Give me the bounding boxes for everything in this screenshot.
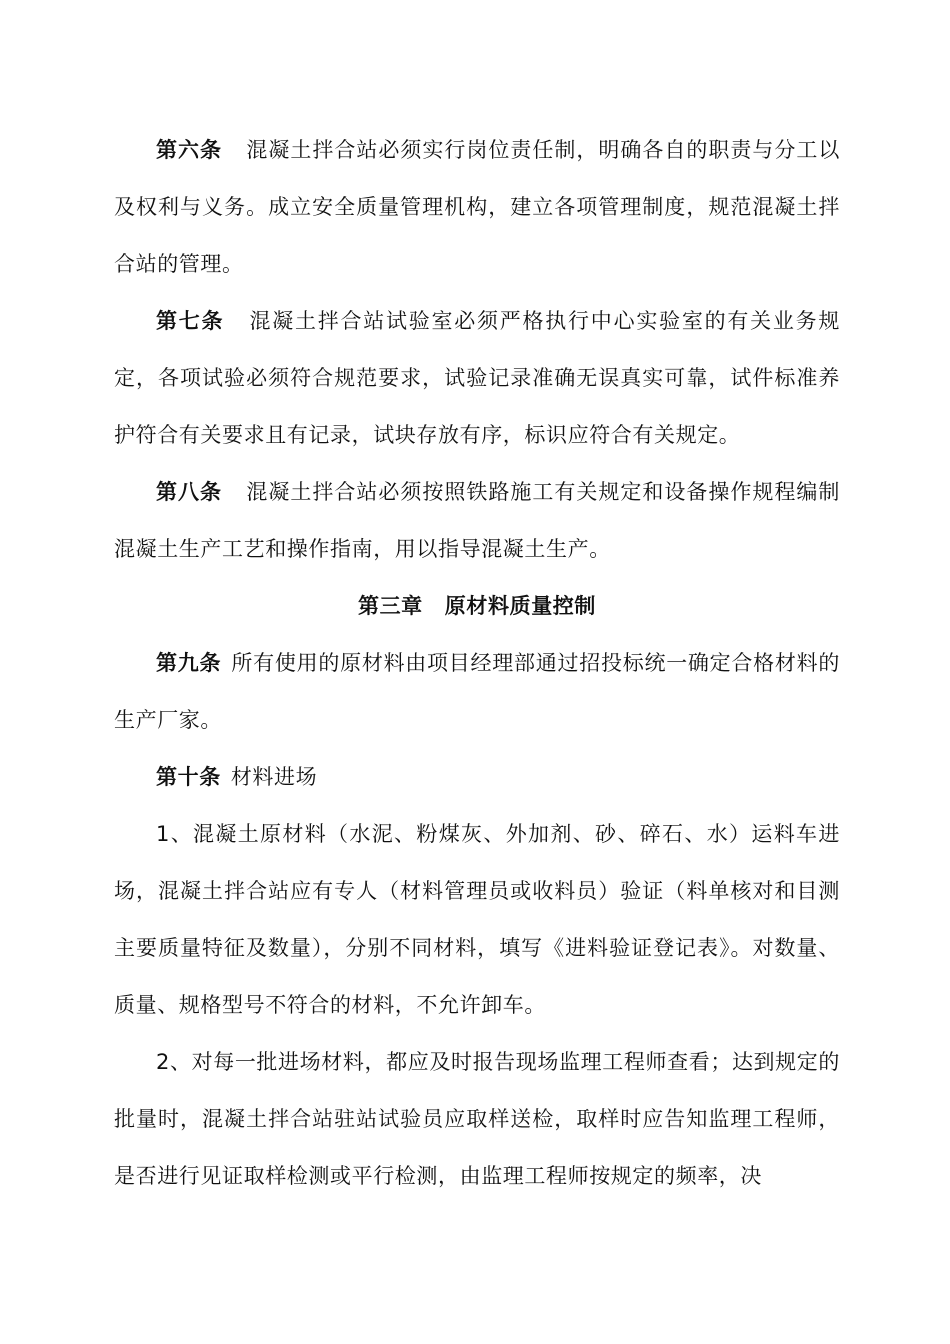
article-7-text: 混凝土拌合站试验室必须严格执行中心实验室的有关业务规定，各项试验必须符合规范要求，试验记录准确无误真实可靠，试件标准养护符合有关要求且有记录，试块存放有序，标识应符合有关规定。 bbox=[114, 309, 840, 447]
article-8-text: 混凝土拌合站必须按照铁路施工有关规定和设备操作规程编制混凝土生产工艺和操作指南，用以指导混凝土生产。 bbox=[114, 480, 840, 561]
article-10 bbox=[114, 749, 840, 806]
chapter-number: 第三章 bbox=[357, 594, 423, 618]
article-9 bbox=[114, 635, 840, 749]
article-9-heading: 第九条 bbox=[156, 651, 222, 675]
list-item-1: 1、混凝土原材料（水泥、粉煤灰、外加剂、砂、碎石、水）运料车进场，混凝土拌合站应有专人（材料管理员或收料员）验证（料单核对和目测主要质量特征及数量），分别不同材料，填写《进料验证登记表》。对数量、质量、规格型号不符合的材料，不允许卸车。 bbox=[114, 822, 840, 1017]
document-body bbox=[114, 122, 840, 1205]
article-9-text: 所有使用的原材料由项目经理部通过招投标统一确定合格材料的生产厂家。 bbox=[114, 651, 840, 732]
article-10-heading: 第十条 bbox=[156, 765, 221, 789]
list-item-2: 2、对每一批进场材料，都应及时报告现场监理工程师查看；达到规定的批量时，混凝土拌合站驻站试验员应取样送检，取样时应告知监理工程师，是否进行见证取样检测或平行检测，由监理工程师按规定的频率，决 bbox=[114, 1050, 840, 1188]
article-8 bbox=[114, 464, 840, 578]
article-10-text: 材料进场 bbox=[230, 765, 318, 789]
chapter-title: 原材料质量控制 bbox=[444, 594, 596, 618]
article-6-heading: 第六条 bbox=[156, 138, 222, 162]
article-6-text: 混凝土拌合站必须实行岗位责任制，明确各自的职责与分工以及权利与义务。成立安全质量管理机构，建立各项管理制度，规范混凝土拌合站的管理。 bbox=[114, 138, 840, 276]
article-7-heading: 第七条 bbox=[156, 309, 225, 333]
article-6 bbox=[114, 122, 840, 293]
article-7 bbox=[114, 293, 840, 464]
article-8-heading: 第八条 bbox=[156, 480, 222, 504]
chapter-heading bbox=[114, 578, 840, 635]
